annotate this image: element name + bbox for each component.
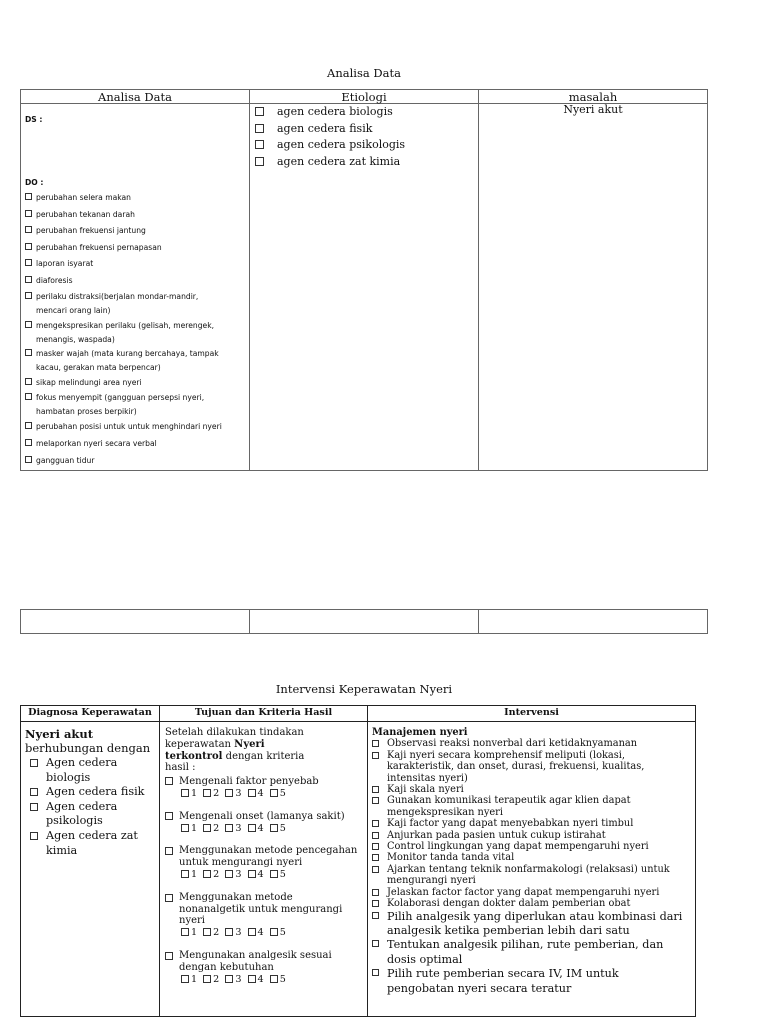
checkbox-icon bbox=[30, 803, 38, 811]
checkbox-icon bbox=[255, 157, 264, 166]
intervensi-item: Kolaborasi dengan dokter dalam pemberian obat bbox=[372, 898, 692, 909]
analisa-data-title: Analisa Data bbox=[327, 66, 401, 80]
intervensi-item: Control lingkungan yang dapat mempengaruhi nyeri bbox=[372, 841, 692, 852]
diagnosa-item: Agen cedera fisik bbox=[30, 785, 157, 800]
checkbox-icon bbox=[270, 789, 278, 797]
diagnosa-cell bbox=[25, 728, 157, 858]
checkbox-icon bbox=[181, 870, 189, 878]
do-item: perubahan frekuensi pernapasan bbox=[25, 241, 245, 257]
checkbox-icon bbox=[248, 824, 256, 832]
checkbox-icon bbox=[203, 870, 211, 878]
checkbox-icon bbox=[25, 321, 32, 328]
checkbox-icon bbox=[225, 975, 233, 983]
checkbox-icon bbox=[30, 832, 38, 840]
intervensi-item: Monitor tanda tanda vital bbox=[372, 852, 692, 863]
intervensi-table bbox=[20, 705, 696, 1017]
kriteria-item: Mengenali faktor penyebab bbox=[165, 776, 363, 788]
column-divider bbox=[478, 610, 479, 633]
kriteria-item: Mengenali onset (lamanya sakit) bbox=[165, 811, 363, 823]
checkbox-icon bbox=[25, 422, 32, 429]
header-intervensi: Intervensi bbox=[504, 707, 559, 718]
checkbox-icon bbox=[372, 912, 379, 919]
do-item: perubahan selera makan bbox=[25, 191, 245, 208]
checkbox-icon bbox=[181, 975, 189, 983]
checkbox-icon bbox=[372, 832, 379, 839]
kriteria-item: Menggunakan metode pencegahan untuk mengurangi nyeri bbox=[165, 845, 363, 869]
masalah-value: Nyeri akut bbox=[563, 103, 623, 116]
checkbox-icon bbox=[372, 940, 379, 947]
do-section bbox=[25, 176, 245, 470]
do-item: perubahan frekuensi jantung bbox=[25, 224, 245, 241]
diagnosa-title: Nyeri akut bbox=[25, 727, 94, 741]
intervensi-item: Jelaskan factor factor yang dapat mempengaruhi nyeri bbox=[372, 887, 692, 898]
checkbox-icon bbox=[372, 786, 379, 793]
checkbox-icon bbox=[165, 894, 173, 902]
intervensi-cell bbox=[372, 727, 692, 996]
checkbox-icon bbox=[372, 843, 379, 850]
checkbox-icon bbox=[25, 243, 32, 250]
checkbox-icon bbox=[372, 752, 379, 759]
checkbox-icon bbox=[225, 789, 233, 797]
checkbox-icon bbox=[372, 889, 379, 896]
diagnosa-item: Agen cedera zat kimia bbox=[30, 829, 157, 858]
checkbox-icon bbox=[372, 969, 379, 976]
empty-table-row bbox=[20, 609, 708, 634]
do-item: mengekspresikan perilaku (gelisah, merengek, menangis, waspada) bbox=[25, 319, 245, 347]
intervensi-title: Intervensi Keperawatan Nyeri bbox=[275, 682, 453, 696]
likert-scale: 1 2 3 4 5 bbox=[165, 788, 363, 800]
checkbox-icon bbox=[255, 107, 264, 116]
checkbox-icon bbox=[248, 928, 256, 936]
column-divider bbox=[478, 90, 479, 470]
checkbox-icon bbox=[25, 210, 32, 217]
checkbox-icon bbox=[165, 777, 173, 785]
checkbox-icon bbox=[248, 870, 256, 878]
checkbox-icon bbox=[203, 975, 211, 983]
do-item: perilaku distraksi(berjalan mondar-mandir, mencari orang lain) bbox=[25, 290, 245, 319]
intervensi-item: Kaji nyeri secara komprehensif meliputi (lokasi, karakteristik, dan onset, durasi, frekuensi, kualitas, intensitas nyeri) bbox=[372, 750, 692, 784]
checkbox-icon bbox=[270, 824, 278, 832]
checkbox-icon bbox=[25, 393, 32, 400]
intervensi-item: Kaji skala nyeri bbox=[372, 784, 692, 795]
diagnosa-item: Agen cedera biologis bbox=[30, 756, 157, 785]
tujuan-intro: Setelah dilakukan tindakan keperawatan Nyeri terkontrol dengan kriteria hasil : bbox=[165, 727, 305, 774]
ds-section bbox=[25, 115, 245, 124]
intervensi-item: Pilih rute pemberian secara IV, IM untuk pengobatan nyeri secara teratur bbox=[372, 967, 692, 996]
diagnosa-subtitle: berhubungan dengan bbox=[25, 741, 151, 755]
checkbox-icon bbox=[181, 824, 189, 832]
ds-label: DS : bbox=[25, 115, 43, 124]
checkbox-icon bbox=[25, 276, 32, 283]
checkbox-icon bbox=[248, 975, 256, 983]
checkbox-icon bbox=[25, 456, 32, 463]
checkbox-icon bbox=[255, 124, 264, 133]
checkbox-icon bbox=[165, 847, 173, 855]
do-item: perubahan tekanan darah bbox=[25, 208, 245, 224]
checkbox-icon bbox=[372, 866, 379, 873]
likert-scale: 1 2 3 4 5 bbox=[165, 869, 363, 881]
column-divider bbox=[159, 706, 160, 1016]
intervensi-item: Pilih analgesik yang diperlukan atau kombinasi dari analgesik ketika pemberian lebih dari satu bbox=[372, 910, 692, 939]
checkbox-icon bbox=[30, 759, 38, 767]
checkbox-icon bbox=[270, 928, 278, 936]
checkbox-icon bbox=[25, 378, 32, 385]
checkbox-icon bbox=[372, 820, 379, 827]
checkbox-icon bbox=[181, 928, 189, 936]
do-item: masker wajah (mata kurang bercahaya, tampak kacau, gerakan mata berpencar) bbox=[25, 347, 245, 376]
intervensi-item: Anjurkan pada pasien untuk cukup istirahat bbox=[372, 830, 692, 841]
do-item: melaporkan nyeri secara verbal bbox=[25, 437, 245, 454]
checkbox-icon bbox=[248, 789, 256, 797]
do-item: laporan isyarat bbox=[25, 257, 245, 274]
likert-scale: 1 2 3 4 5 bbox=[165, 927, 363, 939]
checkbox-icon bbox=[25, 349, 32, 356]
checkbox-icon bbox=[25, 439, 32, 446]
do-item: gangguan tidur bbox=[25, 454, 245, 470]
kriteria-item: Menggunakan metode nonanalgetik untuk mengurangi nyeri bbox=[165, 892, 363, 927]
header-tujuan: Tujuan dan Kriteria Hasil bbox=[194, 707, 333, 718]
checkbox-icon bbox=[372, 740, 379, 747]
etiologi-item: agen cedera zat kimia bbox=[255, 154, 475, 171]
etiologi-item: agen cedera biologis bbox=[255, 104, 475, 121]
checkbox-icon bbox=[270, 975, 278, 983]
checkbox-icon bbox=[372, 854, 379, 861]
checkbox-icon bbox=[165, 952, 173, 960]
header-divider bbox=[21, 721, 695, 722]
checkbox-icon bbox=[181, 789, 189, 797]
header-etiologi: Etiologi bbox=[341, 90, 387, 104]
header-masalah: masalah bbox=[568, 90, 618, 104]
checkbox-icon bbox=[270, 870, 278, 878]
checkbox-icon bbox=[25, 193, 32, 200]
checkbox-icon bbox=[30, 788, 38, 796]
diagnosa-item: Agen cedera psikologis bbox=[30, 800, 157, 829]
checkbox-icon bbox=[203, 928, 211, 936]
intervensi-item: Observasi reaksi nonverbal dari ketidaknyamanan bbox=[372, 738, 692, 749]
checkbox-icon bbox=[372, 797, 379, 804]
etiologi-item: agen cedera psikologis bbox=[255, 137, 475, 154]
checkbox-icon bbox=[25, 259, 32, 266]
checkbox-icon bbox=[372, 900, 379, 907]
column-divider bbox=[249, 610, 250, 633]
intervensi-item: Gunakan komunikasi terapeutik agar klien dapat mengekspresikan nyeri bbox=[372, 795, 692, 818]
header-diagnosa: Diagnosa Keperawatan bbox=[28, 707, 152, 718]
checkbox-icon bbox=[225, 928, 233, 936]
checkbox-icon bbox=[165, 812, 173, 820]
intervensi-item: Kaji factor yang dapat menyebabkan nyeri timbul bbox=[372, 818, 692, 829]
do-item: perubahan posisi untuk untuk menghindari nyeri bbox=[25, 420, 245, 437]
do-item: diaforesis bbox=[25, 274, 245, 290]
etiologi-list bbox=[255, 104, 475, 170]
intervensi-item: Ajarkan tentang teknik nonfarmakologi (relaksasi) untuk mengurangi nyeri bbox=[372, 864, 692, 887]
intervensi-heading: Manajemen nyeri bbox=[372, 727, 468, 738]
do-item: sikap melindungi area nyeri bbox=[25, 376, 245, 391]
checkbox-icon bbox=[25, 226, 32, 233]
header-analisa-data: Analisa Data bbox=[98, 90, 172, 104]
column-divider bbox=[249, 90, 250, 470]
likert-scale: 1 2 3 4 5 bbox=[165, 974, 363, 986]
checkbox-icon bbox=[203, 789, 211, 797]
checkbox-icon bbox=[225, 870, 233, 878]
tujuan-cell bbox=[165, 727, 363, 985]
checkbox-icon bbox=[255, 140, 264, 149]
checkbox-icon bbox=[25, 292, 32, 299]
likert-scale: 1 2 3 4 5 bbox=[165, 823, 363, 835]
etiologi-item: agen cedera fisik bbox=[255, 121, 475, 138]
do-label: DO : bbox=[25, 178, 44, 187]
do-item: fokus menyempit (gangguan persepsi nyeri, hambatan proses berpikir) bbox=[25, 391, 245, 420]
checkbox-icon bbox=[225, 824, 233, 832]
intervensi-item: Tentukan analgesik pilihan, rute pemberian, dan dosis optimal bbox=[372, 938, 692, 967]
kriteria-item: Mengunakan analgesik sesuai dengan kebutuhan bbox=[165, 950, 363, 974]
column-divider bbox=[367, 706, 368, 1016]
analisa-data-table bbox=[20, 89, 708, 471]
checkbox-icon bbox=[203, 824, 211, 832]
